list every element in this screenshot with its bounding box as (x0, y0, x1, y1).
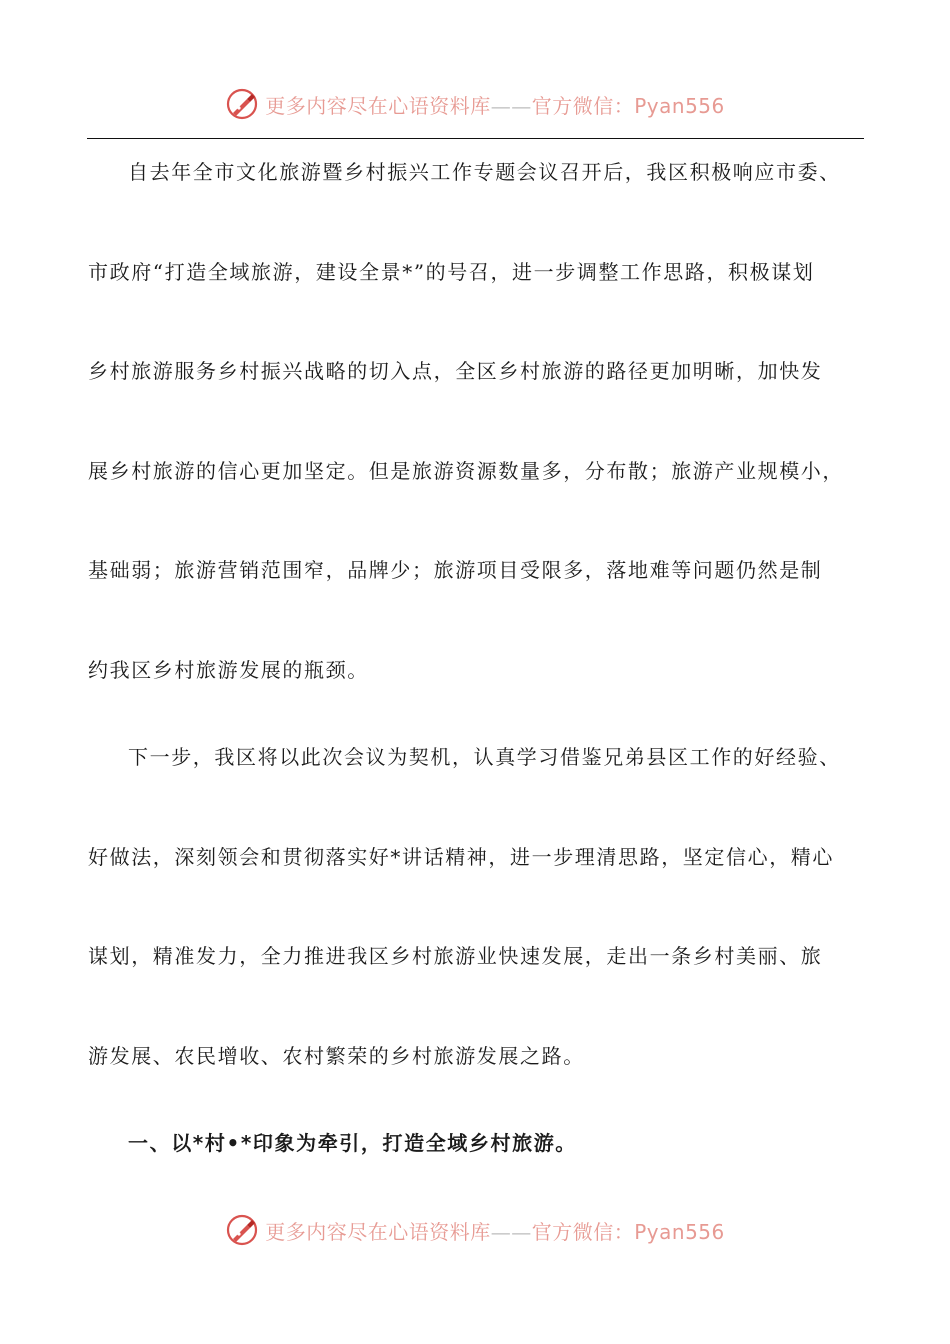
header-divider (87, 138, 864, 139)
paragraph-1-line-3: 乡村旅游服务乡村振兴战略的切入点，全区乡村旅游的路径更加明晰，加快发 (88, 359, 823, 383)
paragraph-2-line-2: 好做法，深刻领会和贯彻落实好*讲话精神，进一步理清思路，坚定信心，精心 (88, 845, 834, 869)
paragraph-1-line-4: 展乡村旅游的信心更加坚定。但是旅游资源数量多，分布散；旅游产业规模小， (88, 459, 844, 483)
paragraph-1-line-2: 市政府“打造全域旅游，建设全景*”的号召，进一步调整工作思路，积极谋划 (88, 260, 815, 284)
paragraph-1-line-6: 约我区乡村旅游发展的瓶颈。 (88, 658, 369, 682)
section-heading: 一、以*村•*印象为牵引，打造全域乡村旅游。 (128, 1131, 577, 1155)
paragraph-1-line-5: 基础弱；旅游营销范围窄，品牌少；旅游项目受限多，落地难等问题仍然是制 (88, 558, 823, 582)
pen-nib-circle-icon (225, 1213, 259, 1247)
header-banner (0, 84, 950, 124)
footer-banner (0, 1210, 950, 1250)
paragraph-2-line-4: 游发展、农民增收、农村繁荣的乡村旅游发展之路。 (88, 1044, 585, 1068)
banner-text: 更多内容尽在心语资料库——官方微信：Pyan556 (265, 1219, 725, 1244)
paragraph-2-line-1: 下一步，我区将以此次会议为契机，认真学习借鉴兄弟县区工作的好经验、 (128, 745, 841, 769)
banner-text: 更多内容尽在心语资料库——官方微信：Pyan556 (265, 93, 725, 118)
paragraph-1-line-1: 自去年全市文化旅游暨乡村振兴工作专题会议召开后，我区积极响应市委、 (128, 160, 841, 184)
pen-nib-circle-icon (225, 87, 259, 121)
paragraph-2-line-3: 谋划，精准发力，全力推进我区乡村旅游业快速发展，走出一条乡村美丽、旅 (88, 944, 823, 968)
